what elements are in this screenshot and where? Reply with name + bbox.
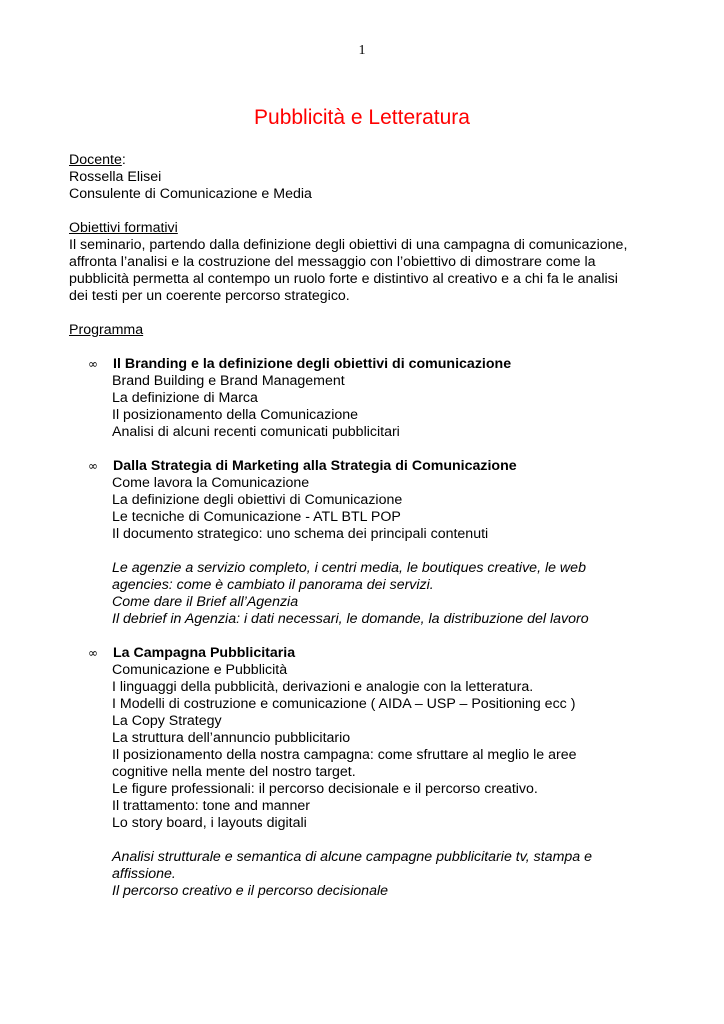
section-item: I Modelli di costruzione e comunicazione ( AIDA – USP – Positioning ecc ) xyxy=(112,696,576,712)
section-note: Come dare il Brief all’Agenzia xyxy=(112,594,299,610)
section-notes xyxy=(112,560,669,628)
section-header xyxy=(88,458,669,475)
section-item: La definizione di Marca xyxy=(112,390,258,406)
section-item: Il posizionamento della Comunicazione xyxy=(112,407,359,423)
section-item: Il posizionamento della nostra campagna: come sfruttare al meglio le aree xyxy=(112,747,577,763)
section-header xyxy=(88,645,669,662)
infinity-bullet-icon: ∞ xyxy=(88,459,98,473)
document-body xyxy=(69,152,669,900)
section-body xyxy=(112,662,669,900)
programma-section xyxy=(69,645,669,900)
section-note: Analisi strutturale e semantica di alcune campagne pubblicitarie tv, stampa e xyxy=(112,849,592,865)
programma-section xyxy=(69,458,669,628)
obiettivi-line: Il seminario, partendo dalla definizione degli obiettivi di una campagna di comunicazione, xyxy=(69,237,628,253)
section-item: La Copy Strategy xyxy=(112,713,222,729)
section-title: La Campagna Pubblicitaria xyxy=(113,645,296,661)
obiettivi-line: affronta l’analisi e la costruzione del messaggio con l’obiettivo di dimostrare come la xyxy=(69,254,596,270)
section-item: Le tecniche di Comunicazione - ATL BTL POP xyxy=(112,509,401,525)
section-item: Le figure professionali: il percorso decisionale e il percorso creativo. xyxy=(112,781,538,797)
infinity-bullet-icon: ∞ xyxy=(88,646,98,660)
section-note: Il percorso creativo e il percorso decisionale xyxy=(112,883,388,899)
section-note: affissione. xyxy=(112,866,176,882)
section-item: Brand Building e Brand Management xyxy=(112,373,345,389)
section-header xyxy=(88,356,669,373)
obiettivi-heading: Obiettivi formativi xyxy=(69,220,178,236)
section-item: Il trattamento: tone and manner xyxy=(112,798,310,814)
docente-role: Consulente di Comunicazione e Media xyxy=(69,186,312,202)
section-note: agencies: come è cambiato il panorama dei servizi. xyxy=(112,577,434,593)
section-item: La definizione degli obiettivi di Comunicazione xyxy=(112,492,403,508)
obiettivi-line: pubblicità permetta al contempo un ruolo forte e distintivo al creativo e a chi fa le analisi xyxy=(69,271,618,287)
obiettivi-line: dei testi per un coerente percorso strategico. xyxy=(69,288,350,304)
section-item: La struttura dell’annuncio pubblicitario xyxy=(112,730,351,746)
section-body xyxy=(112,373,669,441)
section-body xyxy=(112,475,669,628)
section-note: Il debrief in Agenzia: i dati necessari, le domande, la distribuzione del lavoro xyxy=(112,611,589,627)
docente-name: Rossella Elisei xyxy=(69,169,162,185)
section-item: I linguaggi della pubblicità, derivazioni e analogie con la letteratura. xyxy=(112,679,534,695)
section-item: Analisi di alcuni recenti comunicati pubblicitari xyxy=(112,424,400,440)
section-item: Comunicazione e Pubblicità xyxy=(112,662,288,678)
section-item: cognitive nella mente del nostro target. xyxy=(112,764,356,780)
programma-heading-line xyxy=(69,322,669,339)
section-item: Il documento strategico: uno schema dei principali contenuti xyxy=(112,526,489,542)
section-notes xyxy=(112,849,669,900)
document-title: Pubblicità e Letteratura xyxy=(254,106,470,129)
docente-heading: Docente xyxy=(69,152,122,168)
section-title: Il Branding e la definizione degli obiettivi di comunicazione xyxy=(113,356,512,372)
section-note: Le agenzie a servizio completo, i centri media, le boutiques creative, le web xyxy=(112,560,586,576)
programma-section xyxy=(69,356,669,441)
infinity-bullet-icon: ∞ xyxy=(88,357,98,371)
docente-colon: : xyxy=(121,152,126,168)
programma-heading: Programma xyxy=(69,322,144,338)
obiettivi-heading-line xyxy=(69,220,669,237)
section-item: Come lavora la Comunicazione xyxy=(112,475,310,491)
docente-heading-line xyxy=(69,152,669,169)
page-number: 1 xyxy=(358,43,366,58)
section-item: Lo story board, i layouts digitali xyxy=(112,815,307,831)
section-title: Dalla Strategia di Marketing alla Strategia di Comunicazione xyxy=(113,458,517,474)
